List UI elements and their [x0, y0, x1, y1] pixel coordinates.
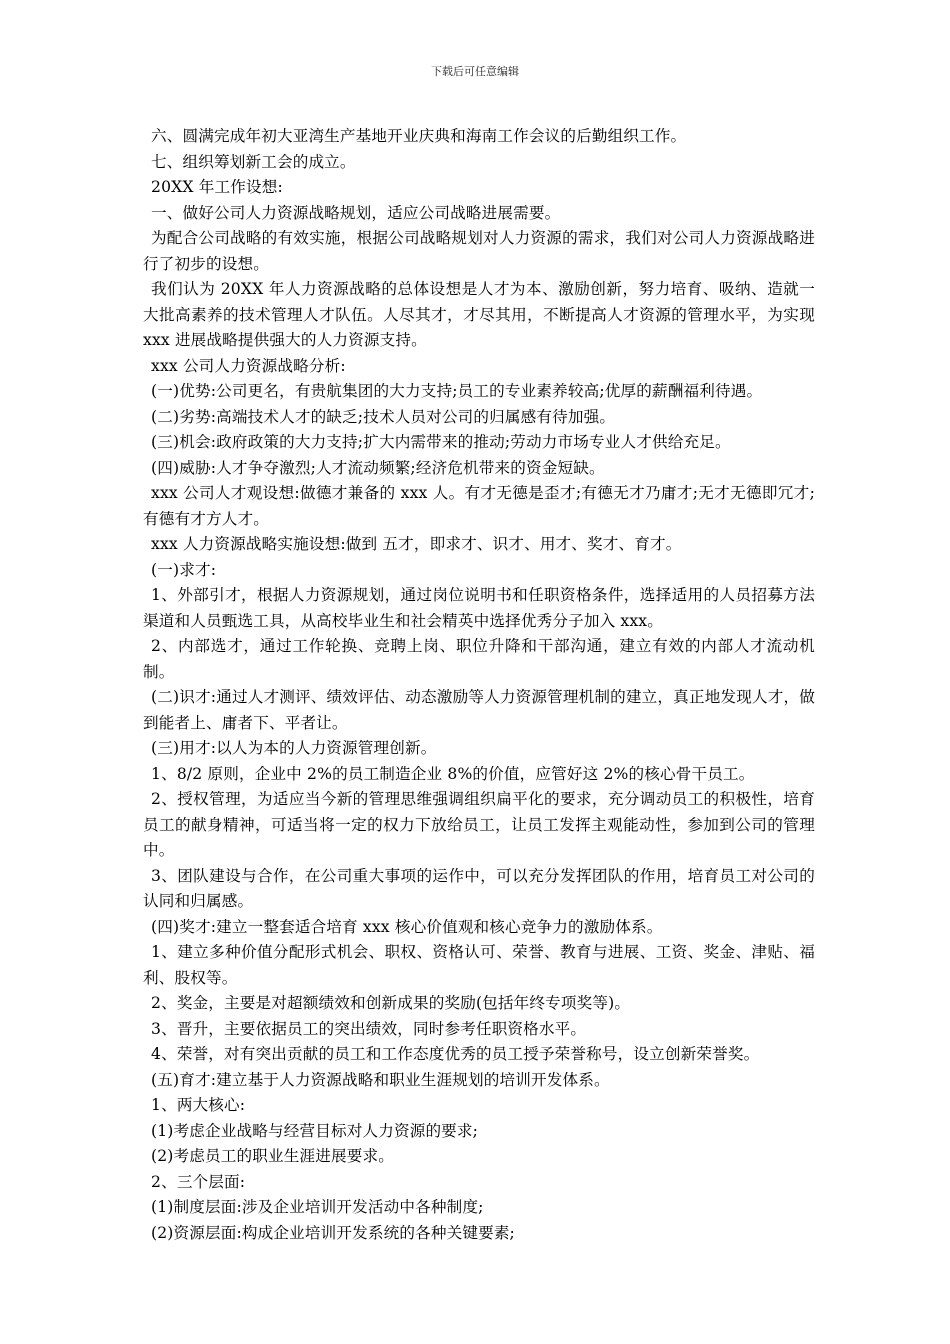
- paragraph: (一)优势:公司更名，有贵航集团的大力支持;员工的专业素养较高;优厚的薪酬福利待遇。: [151, 382, 763, 400]
- paragraph: 七、组织筹划新工会的成立。: [151, 152, 356, 171]
- paragraph: 3、晋升，主要依据员工的突出绩效，同时参考任职资格水平。: [151, 1019, 587, 1038]
- paragraph: 一、做好公司人力资源战略规划，适应公司战略进展需要。: [151, 203, 561, 222]
- paragraph: 1、两大核心:: [151, 1096, 246, 1114]
- paragraph: (四)奖才:建立一整套适合培育 xxx 核心价值观和核心竞争力的激励体系。: [151, 917, 663, 936]
- paragraph: xxx 公司人力资源战略分析:: [151, 356, 346, 375]
- paragraph: (三)用才:以人为本的人力资源管理创新。: [151, 739, 437, 757]
- paragraph: (二)识才:通过人才测评、绩效评估、动态激励等人力资源管理机制的建立，真正地发现人才，做到能者上、庸者下、平者让。: [143, 688, 815, 732]
- paragraph: 六、圆满完成年初大亚湾生产基地开业庆典和海南工作会议的后勤组织工作。: [151, 127, 687, 145]
- paragraph: 我们认为 20XX 年人力资源战略的总体设想是人才为本、激励创新，努力培育、吸纳、造就一大批高素养的技术管理人才队伍。人尽其才，才尽其用，不断提高人才资源的管理水平，为实现 xxx 进展战略提供强大的人力资源支持。: [143, 280, 815, 349]
- paragraph: xxx 人力资源战略实施设想:做到 五才，即求才、识才、用才、奖才、育才。: [151, 535, 682, 553]
- document-body: [143, 124, 815, 1246]
- paragraph: 2、三个层面:: [151, 1172, 246, 1191]
- paragraph: 1、8/2 原则，企业中 2%的员工制造企业 8%的价值，应管好这 2%的核心骨干员工。: [151, 764, 755, 783]
- paragraph: (一)求才:: [151, 560, 217, 579]
- section-heading: 20XX 年工作设想:: [151, 178, 283, 196]
- paragraph: 2、授权管理，为适应当今新的管理思维强调组织扁平化的要求，充分调动员工的积极性，培育员工的献身精神，可适当将一定的权力下放给员工，让员工发挥主观能动性，参加到公司的管理中。: [143, 790, 815, 859]
- paragraph: 2、内部选才，通过工作轮换、竞聘上岗、职位升降和干部沟通，建立有效的内部人才流动机制。: [143, 637, 815, 681]
- paragraph: xxx 公司人才观设想:做德才兼备的 xxx 人。有才无德是歪才;有德无才乃庸才;无才无德即冗才;有德有才方人才。: [143, 484, 815, 528]
- paragraph: (三)机会:政府政策的大力支持;扩大内需带来的推动;劳动力市场专业人才供给充足。: [151, 433, 731, 451]
- paragraph: (四)威胁:人才争夺激烈;人才流动频繁;经济危机带来的资金短缺。: [151, 458, 605, 477]
- paragraph: (二)劣势:高端技术人才的缺乏;技术人员对公司的归属感有待加强。: [151, 407, 616, 426]
- paragraph: 1、建立多种价值分配形式机会、职权、资格认可、荣誉、教育与进展、工资、奖金、津贴、福利、股权等。: [143, 943, 815, 987]
- paragraph: 1、外部引才，根据人力资源规划，通过岗位说明书和任职资格条件，选择适用的人员招募方法渠道和人员甄选工具，从高校毕业生和社会精英中选择优秀分子加入 xxx。: [143, 586, 815, 630]
- paragraph: 为配合公司战略的有效实施，根据公司战略规划对人力资源的需求，我们对公司人力资源战略进行了初步的设想。: [143, 229, 815, 273]
- page-header: 下载后可任意编辑: [431, 65, 519, 78]
- paragraph: 4、荣誉，对有突出贡献的员工和工作态度优秀的员工授予荣誉称号，设立创新荣誉奖。: [151, 1045, 760, 1063]
- paragraph: (1)制度层面:涉及企业培训开发活动中各种制度;: [151, 1198, 484, 1216]
- paragraph: (五)育才:建立基于人力资源战略和职业生涯规划的培训开发体系。: [151, 1070, 610, 1089]
- paragraph: (1)考虑企业战略与经营目标对人力资源的要求;: [151, 1121, 479, 1140]
- paragraph: 3、团队建设与合作，在公司重大事项的运作中，可以充分发挥团队的作用，培育员工对公司的认同和归属感。: [143, 866, 815, 910]
- paragraph: 2、奖金，主要是对超额绩效和创新成果的奖励(包括年终专项奖等)。: [151, 994, 631, 1012]
- paragraph: (2)资源层面:构成企业培训开发系统的各种关键要素;: [151, 1223, 515, 1242]
- paragraph: (2)考虑员工的职业生涯进展要求。: [151, 1147, 394, 1165]
